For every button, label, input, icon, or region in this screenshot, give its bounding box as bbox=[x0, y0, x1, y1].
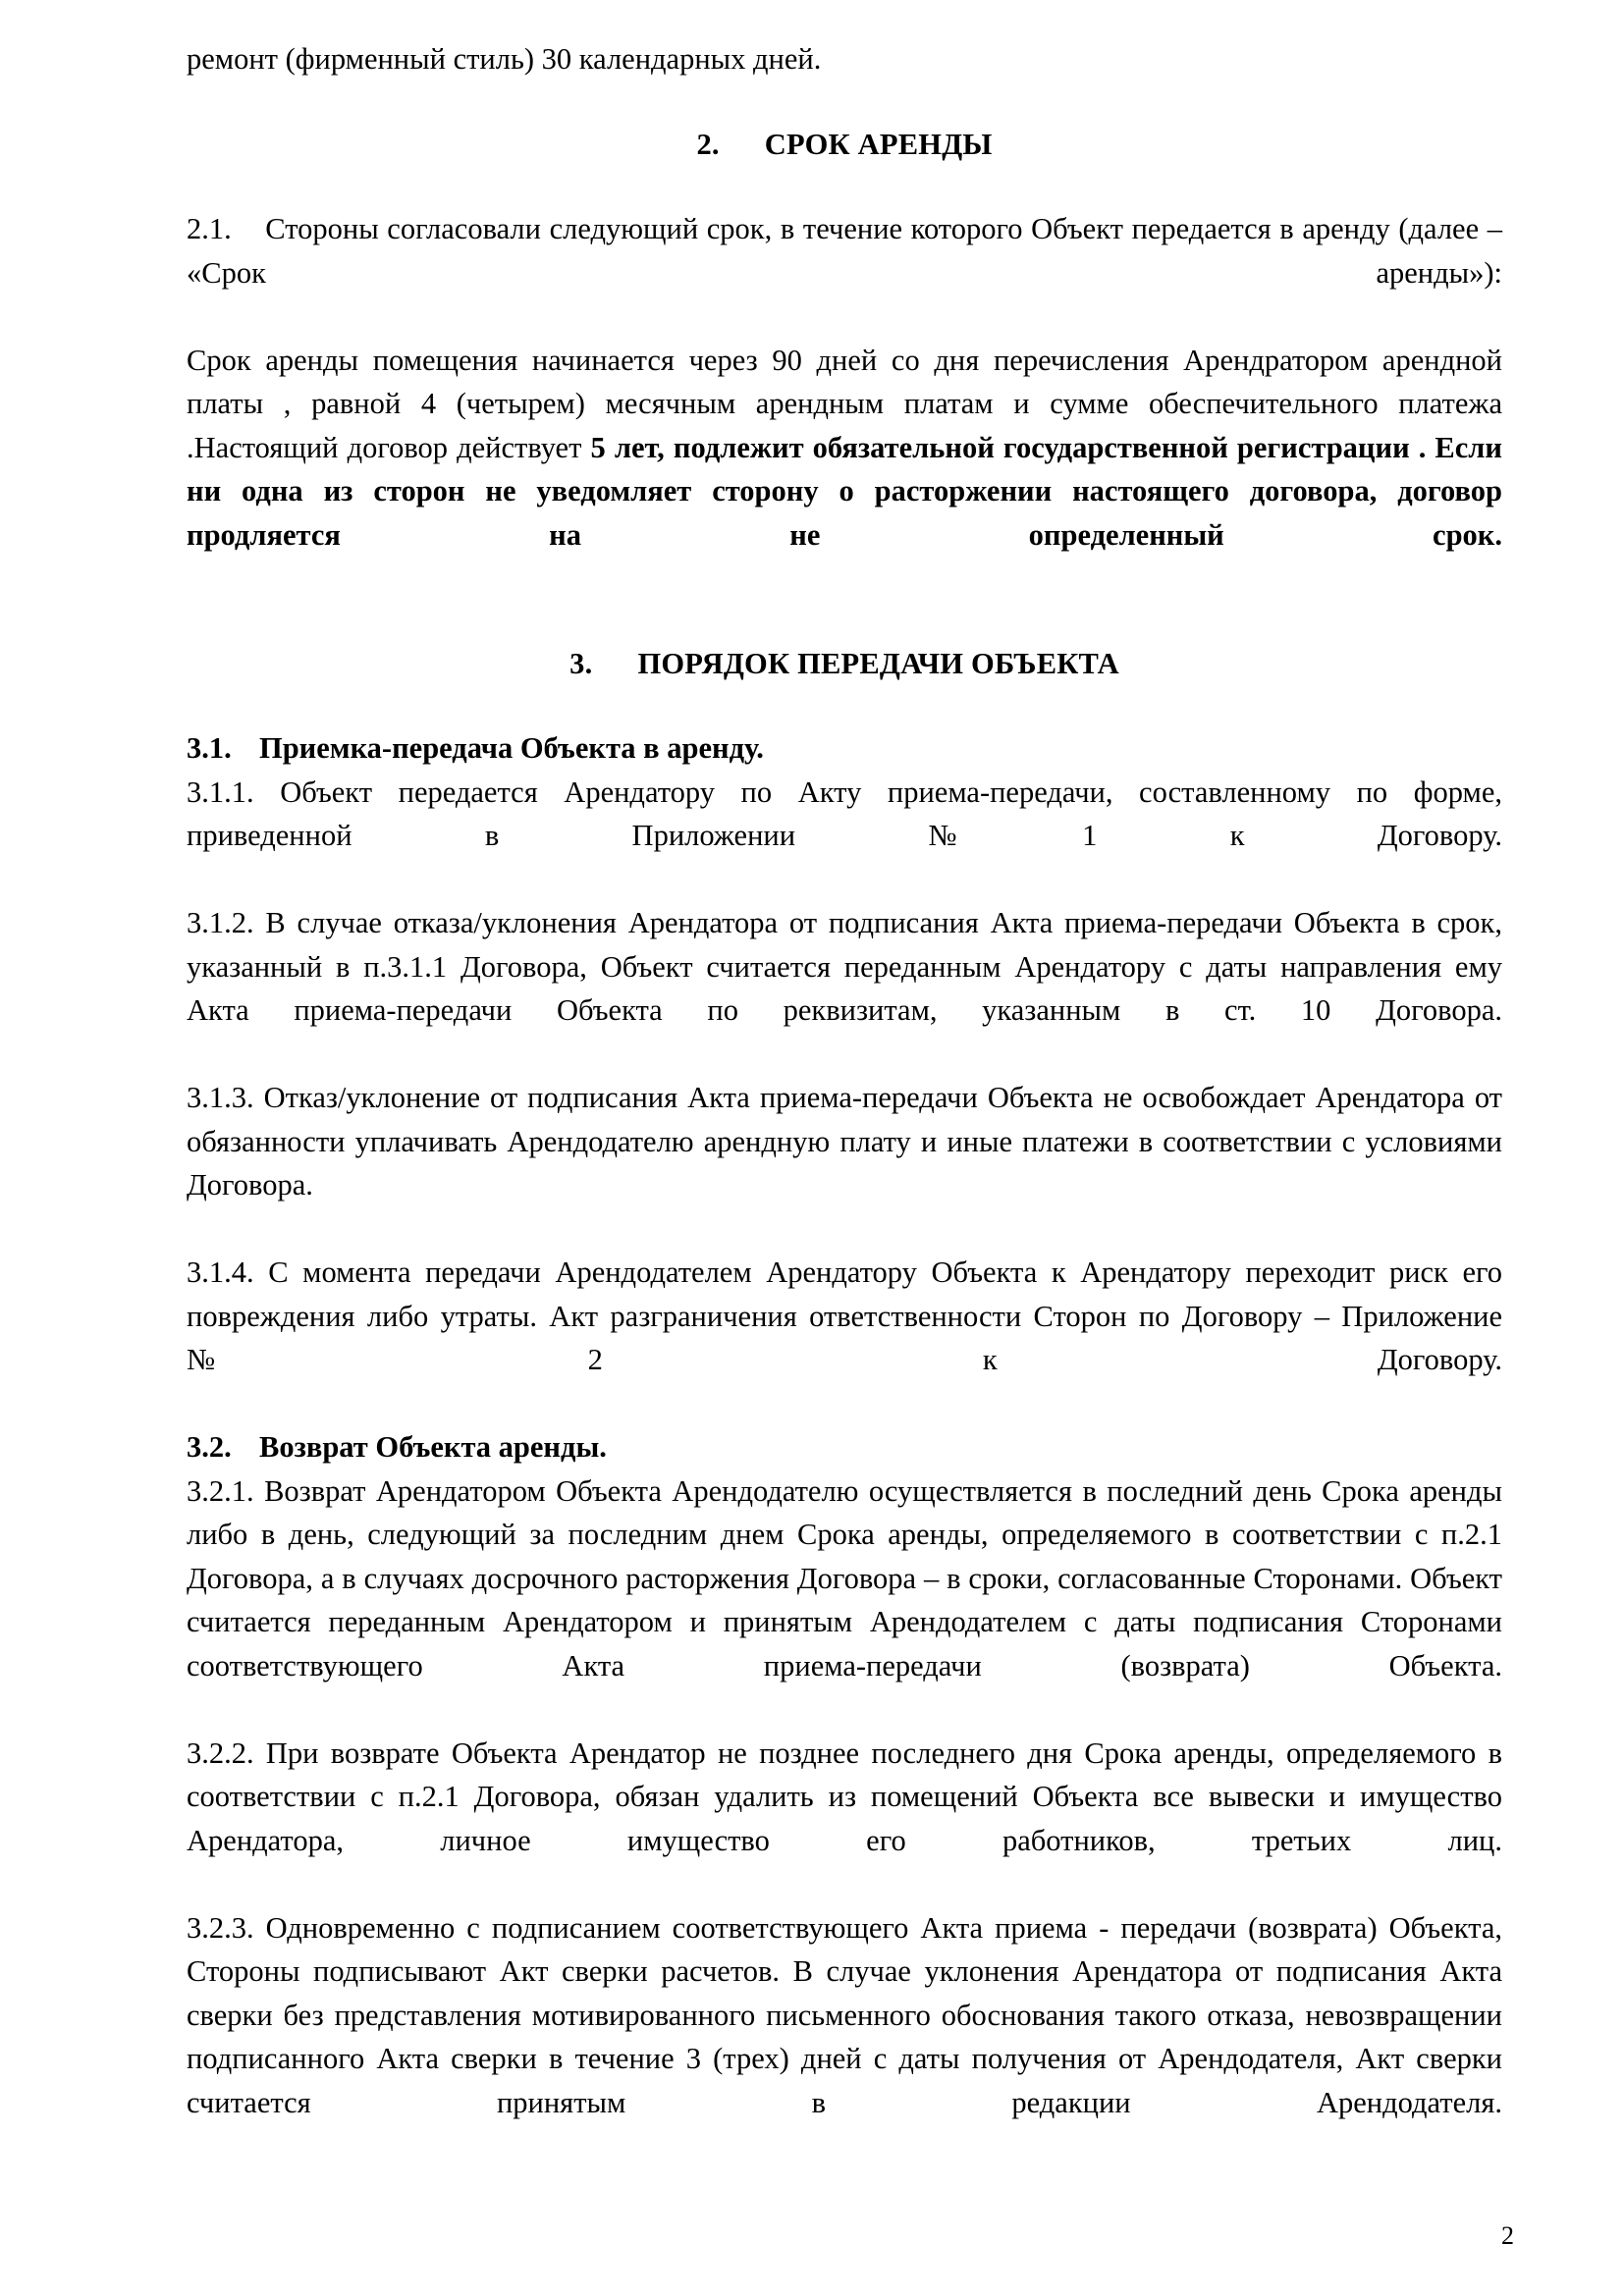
carryover-line: ремонт (фирменный стиль) 30 календарных дней. bbox=[187, 42, 822, 76]
clause-3-1-3: 3.1.3. Отказ/уклонение от подписания Акта приема-передачи Объекта не освобождает Арендатора от обязанности уплачивать Арендодателю арендную плату и иные платежи в соответствии с условиями Договора. bbox=[187, 1081, 1502, 1201]
clause-3-2-number: 3.2. bbox=[187, 1430, 232, 1464]
clause-3-1-number: 3.1. bbox=[187, 731, 232, 765]
clause-2-1-bold-text: 5 лет, подлежит обязательной государственной регистрации . Если ни одна из сторон не уведомляет сторону о расторжении настоящего договора, договор продляется на не определенный срок. bbox=[187, 430, 1502, 552]
clause-3-2-title: Возврат Объекта аренды. bbox=[259, 1430, 607, 1464]
spacer bbox=[187, 166, 1502, 207]
clause-3-2-3: 3.2.3. Одновременно с подписанием соответствующего Акта приема - передачи (возврата) Объекта, Стороны подписывают Акт сверки расчетов. В случае уклонения Арендатора от подписания Акта сверки без представления мотивированного письменного обоснования такого отказа, невозвращении подписанного Акта сверки в течение 3 (трех) дней с даты получения от Арендодателя, Акт сверки считается принятым в редакции Арендодателя. bbox=[187, 1910, 1502, 2119]
clause-3-1-4: 3.1.4. С момента передачи Арендодателем Арендатору Объекта к Арендатору переходит риск его повреждения либо утраты. Акт разграничения ответственности Сторон по Договору – Приложение №2 к Договору. bbox=[187, 1255, 1502, 1376]
section-2-number: 2. bbox=[696, 127, 720, 161]
clause-2-1-body bbox=[187, 339, 1502, 601]
page-content bbox=[187, 37, 1502, 2168]
page-number: 2 bbox=[1501, 2221, 1514, 2250]
section-2-title: СРОК АРЕНДЫ bbox=[764, 127, 993, 161]
clause-3-1-1: 3.1.1. Объект передается Арендатору по Акту приема-передачи, составленному по форме, приведенной в Приложении №1 к Договору. bbox=[187, 774, 1502, 852]
clause-3-2-2: 3.2.2. При возврате Объекта Арендатор не позднее последнего дня Срока аренды, определяемого в соответствии с п.2.1 Договора, обязан удалить из помещений Объекта все вывески и имущество Арендатора, личное имущество его работников, третьих лиц. bbox=[187, 1735, 1502, 1857]
clause-3-1-title: Приемка-передача Объекта в аренду. bbox=[259, 731, 764, 765]
spacer bbox=[187, 685, 1502, 726]
section-3-title: ПОРЯДОК ПЕРЕДАЧИ ОБЪЕКТА bbox=[637, 646, 1119, 680]
clause-3-2-1: 3.2.1. Возврат Арендатором Объекта Арендодателю осуществляется в последний день Срока аренды либо в день, следующий за последним днем Срока аренды, определяемого в соответствии с п.2.1 Договора, а в случаях досрочного расторжения Договора – в сроки, согласованные Сторонами. Объект считается переданным Арендатором и принятым Арендодателем с даты подписания Сторонами соответствующего Акта приема-передачи (возврата) Объекта. bbox=[187, 1473, 1502, 1682]
clause-3-1-2: 3.1.2. В случае отказа/уклонения Арендатора от подписания Акта приема-передачи Объекта в срок, указанный в п.3.1.1 Договора, Объект считается переданным Арендатору с даты направления ему Акта приема-передачи Объекта по реквизитам, указанным в ст. 10 Договора. bbox=[187, 906, 1502, 1027]
spacer bbox=[187, 601, 1502, 642]
section-2-heading bbox=[187, 123, 1502, 167]
section-3-heading bbox=[187, 642, 1502, 686]
clause-2-1-number: 2.1. bbox=[187, 212, 232, 245]
spacer bbox=[187, 81, 1502, 123]
clause-3-2-heading bbox=[187, 1425, 1502, 1469]
clause-2-1-plain-text: Срок аренды помещения начинается через 90 дней со дня перечисления Арендратором арендной платы , равной 4 (четырем) месячным арендным платам и сумме обеспечительного платежа .Настоящий договор действует bbox=[187, 343, 1502, 464]
clause-3-1-heading bbox=[187, 726, 1502, 771]
clause-2-1-intro bbox=[187, 207, 1502, 339]
section-3-number: 3. bbox=[569, 646, 593, 680]
clause-2-1-intro-text: Стороны согласовали следующий срок, в течение которого Объект передается в аренду (далее – «Срок аренды»): bbox=[187, 212, 1503, 290]
